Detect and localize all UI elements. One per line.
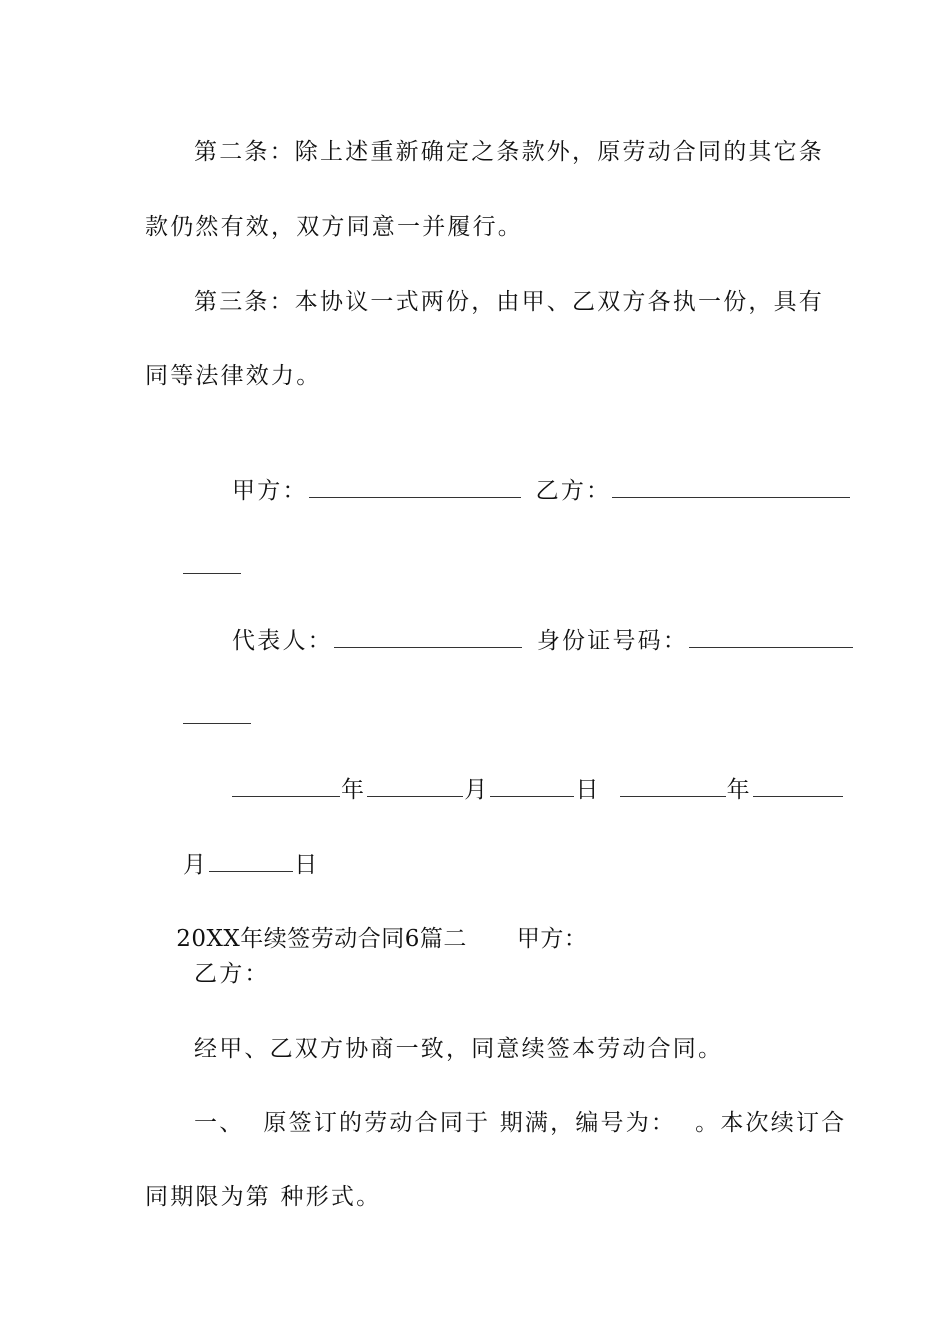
day-blank-b <box>209 845 293 872</box>
article-2-line-2: 款仍然有效，双方同意一并履行。 <box>145 214 523 240</box>
clause-1-line-2: 同期限为第 种形式。 <box>145 1184 382 1210</box>
year-label-a: 年 <box>341 777 367 803</box>
year-blank-b <box>620 770 726 797</box>
party-signature-row <box>194 431 810 504</box>
day-label-b: 日 <box>294 852 320 878</box>
section-party-a: 甲方： <box>516 926 588 952</box>
section-party-b: 乙方： <box>194 961 270 987</box>
month-label-a: 月 <box>464 777 490 803</box>
representative-label: 代表人： <box>232 628 333 654</box>
party-a-blank <box>309 471 521 498</box>
month-blank-b <box>753 770 843 797</box>
month-blank-a <box>367 770 463 797</box>
party-a-label: 甲方： <box>232 478 308 504</box>
party-b-blank <box>612 471 850 498</box>
month-label-b: 月 <box>183 852 209 878</box>
article-3-line-1: 第三条：本协议一式两份，由甲、乙双方各执一份，具有 <box>194 289 824 315</box>
year-label-b: 年 <box>726 777 752 803</box>
party-blank-continuation <box>145 507 810 547</box>
id-number-label: 身份证号码： <box>536 628 689 654</box>
id-number-blank-cont <box>183 697 251 724</box>
day-label-a: 日 <box>575 777 601 803</box>
year-blank-a <box>232 770 340 797</box>
section-heading-row <box>145 879 810 952</box>
party-b-blank-cont <box>183 547 241 574</box>
date-row <box>194 730 810 803</box>
id-blank-continuation <box>145 657 810 697</box>
article-2-line-1: 第二条：除上述重新确定之条款外，原劳动合同的其它条 <box>194 139 824 165</box>
date-row-continuation <box>145 805 810 878</box>
id-number-blank <box>689 621 853 648</box>
representative-blank <box>334 621 522 648</box>
clause-1-line-1: 一、 原签订的劳动合同于 期满，编号为： 。本次续订合 <box>194 1110 847 1136</box>
representative-row <box>194 581 810 654</box>
section-title: 20XX年续签劳动合同6篇二 <box>176 926 467 952</box>
article-3-line-2: 同等法律效力。 <box>145 363 322 389</box>
party-b-label: 乙方： <box>535 478 612 504</box>
day-blank-a <box>490 770 574 797</box>
agreement-paragraph: 经甲、乙双方协商一致，同意续签本劳动合同。 <box>194 1036 724 1062</box>
